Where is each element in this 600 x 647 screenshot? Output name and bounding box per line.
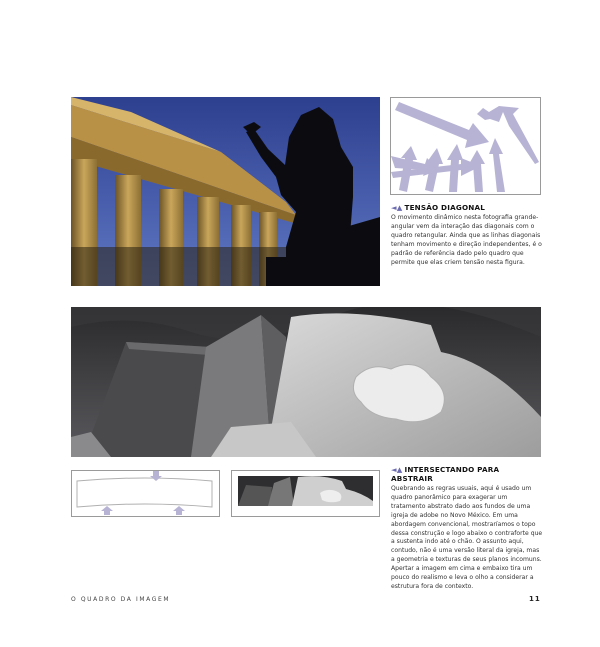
- caption-title: [391, 465, 543, 483]
- caption-intersecting-abstract: [391, 465, 543, 592]
- photo-adobe-church-art: [71, 307, 541, 457]
- photo-adobe-church: [71, 307, 541, 457]
- caption-body: Quebrando as regras usuais, aqui é usado um quadro panorâmico para exagerar um tratamento abstrato dado aos fundos de uma igreja de adobe no Novo México. Em uma abordagem convencional, mostraríamos o topo dessa construção e logo abaixo o contraforte que a sustenta indo até o chão. O assunto aqui, contudo, não é uma versão literal da igreja, mas a geometria e texturas de seus planos incomuns. Apertar a imagem em cima e embaixo tira um pouco do realismo e leva o olho a considerar a estrutura fora de contexto.: [391, 485, 543, 590]
- page-number: 11: [529, 595, 541, 603]
- photo-building-statue: [71, 97, 380, 286]
- caption-arrows-icon: ◄▲: [391, 465, 403, 474]
- footer-section-title: O QUADRO DA IMAGEM: [71, 596, 171, 603]
- diagram-frame-squeeze: [71, 470, 220, 517]
- frame-squeeze-icon: [72, 471, 219, 516]
- photo-building-statue-art: [71, 97, 380, 286]
- caption-title: [391, 203, 543, 212]
- diagram-diagonal-arrows: [390, 97, 541, 195]
- caption-title-text: INTERSECTANDO PARA ABSTRAIR: [391, 465, 500, 483]
- diagonal-arrows-icon: [391, 98, 540, 194]
- caption-title-text: TENSÃO DIAGONAL: [404, 203, 486, 212]
- abstract-thumbnail-icon: [232, 471, 379, 516]
- caption-body: O movimento dinâmico nesta fotografia grande-angular vem da interação das diagonais com o quadro retangular. Ainda que as linhas diagonais tenham movimento e direção independentes, é o padrão de referência dado pelo quadro que permite que elas criem tensão nesta figura.: [391, 214, 542, 266]
- caption-arrows-icon: ◄▲: [391, 203, 403, 212]
- diagram-abstract-thumbnail: [231, 470, 380, 517]
- caption-diagonal-tension: [391, 203, 543, 267]
